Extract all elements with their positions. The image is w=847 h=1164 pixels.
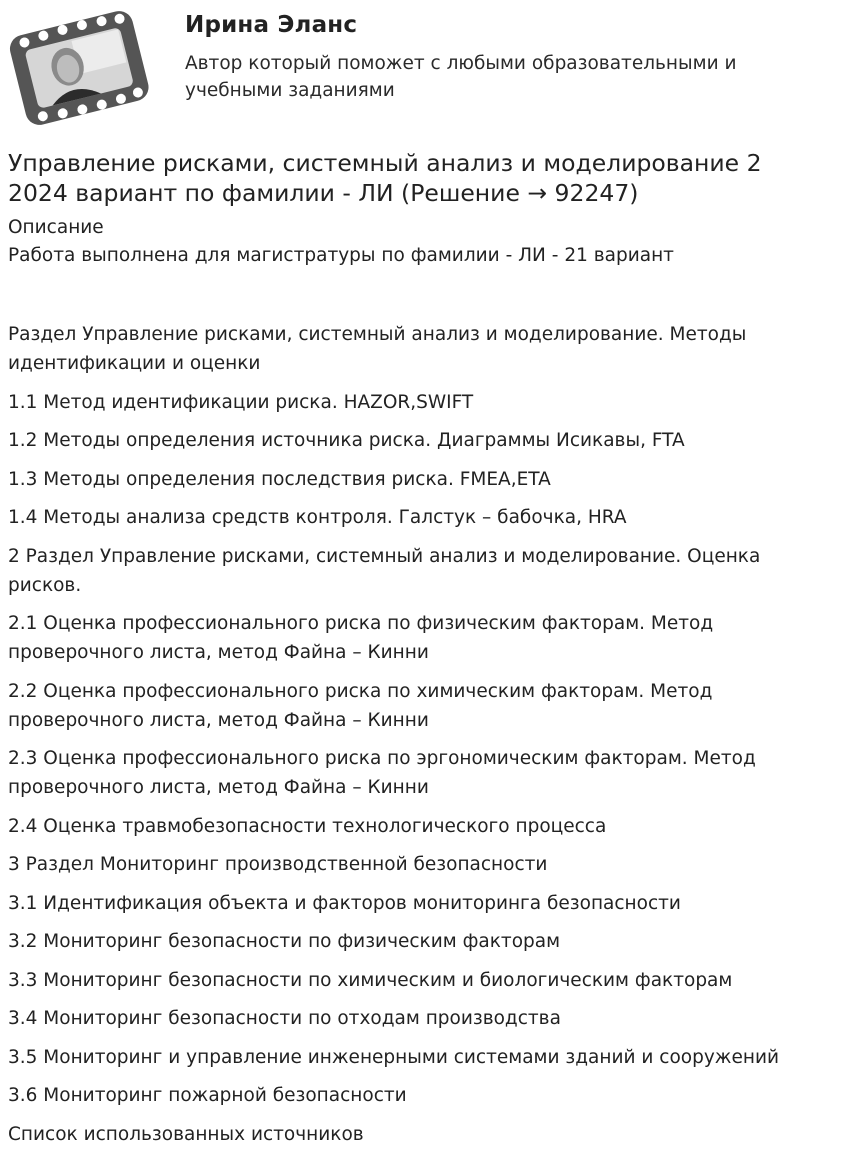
toc-item: 1.2 Методы определения источника риска. Диаграммы Исикавы, FTA bbox=[8, 430, 685, 451]
toc-item: 3.5 Мониторинг и управление инженерными системами зданий и сооружений bbox=[8, 1046, 779, 1068]
toc-item: 1.1 Метод идентификации риска. HAZOR,SWIFT bbox=[8, 391, 474, 413]
author-header bbox=[0, 0, 847, 140]
author-avatar[interactable] bbox=[8, 8, 150, 126]
table-of-contents bbox=[8, 320, 838, 1158]
toc-item: 2 Раздел Управление рисками, системный анализ и моделирование. Оценка рисков. bbox=[8, 545, 761, 596]
toc-item: 2.4 Оценка травмобезопасности технологического процесса bbox=[8, 815, 607, 837]
toc-item: 2.3 Оценка профессионального риска по эргономическим факторам. Метод проверочного листа, метод Файна – Кинни bbox=[8, 748, 756, 798]
description-text: Работа выполнена для магистратуры по фамилии - ЛИ - 21 вариант bbox=[8, 245, 674, 266]
toc-item: 1.3 Методы определения последствия риска. FMEA,ETA bbox=[8, 468, 551, 490]
description-label: Описание bbox=[8, 217, 104, 238]
toc-item: 3.6 Мониторинг пожарной безопасности bbox=[8, 1085, 407, 1106]
toc-item: Раздел Управление рисками, системный анализ и моделирование. Методы идентификации и оценки bbox=[8, 324, 747, 374]
toc-item: 2.1 Оценка профессионального риска по физическим факторам. Метод проверочного листа, метод Файна – Кинни bbox=[8, 613, 714, 663]
toc-item: 3.1 Идентификация объекта и факторов мониторинга безопасности bbox=[8, 892, 681, 914]
toc-item: 3.3 Мониторинг безопасности по химическим и биологическим факторам bbox=[8, 969, 733, 991]
author-description: Автор который поможет с любыми образовательными и учебными заданиями bbox=[185, 53, 737, 101]
toc-item: 2.2 Оценка профессионального риска по химическим факторам. Метод проверочного листа, метод Файна – Кинни bbox=[8, 680, 713, 731]
toc-item: 1.4 Методы анализа средств контроля. Галстук – бабочка, HRA bbox=[8, 507, 627, 528]
toc-item: 3.4 Мониторинг безопасности по отходам производства bbox=[8, 1008, 561, 1029]
toc-item: Список использованных источников bbox=[8, 1123, 364, 1145]
page-title: Управление рисками, системный анализ и моделирование 2 2024 вариант по фамилии - ЛИ (Решение → 92247) bbox=[8, 149, 762, 207]
toc-item: 3 Раздел Мониторинг производственной безопасности bbox=[8, 854, 548, 875]
author-name[interactable]: Ирина Эланс bbox=[185, 12, 358, 38]
avatar-film-frame-icon bbox=[8, 8, 150, 126]
toc-item: 3.2 Мониторинг безопасности по физическим факторам bbox=[8, 931, 561, 952]
